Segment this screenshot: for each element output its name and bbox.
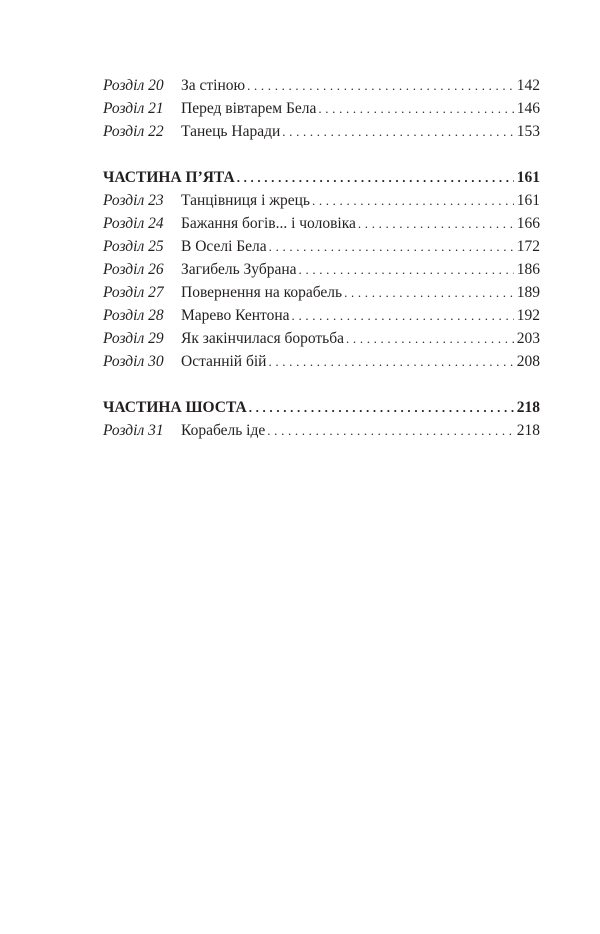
chapter-title: Як закінчилася боротьба xyxy=(181,330,345,347)
page-number: 172 xyxy=(516,238,540,255)
chapter-label: Розділ 22 xyxy=(103,123,164,140)
dot-leader xyxy=(247,74,514,97)
toc-entry[interactable] xyxy=(103,235,540,258)
chapter-label: Розділ 31 xyxy=(103,422,164,439)
toc-entry[interactable] xyxy=(103,327,540,350)
chapter-title: За стіною xyxy=(181,77,246,94)
dot-leader xyxy=(267,419,513,442)
chapter-label: Розділ 28 xyxy=(103,307,164,324)
toc-entry[interactable] xyxy=(103,304,540,327)
chapter-title: Бажання богів... і чоловіка xyxy=(181,215,356,232)
section-spacer xyxy=(103,143,540,166)
toc-entry[interactable] xyxy=(103,419,540,442)
chapter-title: Загибель Зубрана xyxy=(181,261,297,278)
chapter-label: Розділ 24 xyxy=(103,215,164,232)
chapter-label: Розділ 20 xyxy=(103,77,164,94)
chapter-label: Розділ 30 xyxy=(103,353,164,370)
part-title: ЧАСТИНА П’ЯТА xyxy=(103,169,235,186)
chapter-title: Марево Кентона xyxy=(181,307,290,324)
chapter-label: Розділ 25 xyxy=(103,238,164,255)
dot-leader xyxy=(358,212,514,235)
chapter-title: В Оселі Бела xyxy=(181,238,267,255)
chapter-label: Розділ 21 xyxy=(103,100,164,117)
chapter-label: Розділ 23 xyxy=(103,192,164,209)
toc-entry[interactable] xyxy=(103,350,540,373)
page-number: 161 xyxy=(516,192,540,209)
chapter-label: Розділ 27 xyxy=(103,284,164,301)
chapter-label: Розділ 29 xyxy=(103,330,164,347)
chapter-title: Танцівниця і жрець xyxy=(181,192,310,209)
chapter-title: Повернення на корабель xyxy=(181,284,343,301)
page-number: 192 xyxy=(516,307,540,324)
part-title: ЧАСТИНА ШОСТА xyxy=(103,399,247,416)
dot-leader xyxy=(299,258,514,281)
toc-entry[interactable] xyxy=(103,189,540,212)
toc-part-heading[interactable] xyxy=(103,396,540,419)
dot-leader xyxy=(312,189,514,212)
dot-leader xyxy=(249,396,514,419)
dot-leader xyxy=(269,235,514,258)
page-number: 146 xyxy=(516,100,540,117)
dot-leader xyxy=(318,97,513,120)
table-of-contents xyxy=(103,74,540,442)
page-number: 203 xyxy=(516,330,540,347)
page-number: 142 xyxy=(516,77,540,94)
page-number: 208 xyxy=(516,353,540,370)
dot-leader xyxy=(344,281,514,304)
chapter-label: Розділ 26 xyxy=(103,261,164,278)
page-number: 153 xyxy=(516,123,540,140)
chapter-title: Останній бій xyxy=(181,353,267,370)
chapter-title: Корабель іде xyxy=(181,422,266,439)
page-number: 186 xyxy=(516,261,540,278)
toc-entry[interactable] xyxy=(103,97,540,120)
toc-entry[interactable] xyxy=(103,74,540,97)
toc-entry[interactable] xyxy=(103,120,540,143)
chapter-title: Перед вівтарем Бела xyxy=(181,100,317,117)
dot-leader xyxy=(237,166,514,189)
chapter-title: Танець Наради xyxy=(181,123,281,140)
page-number: 166 xyxy=(516,215,540,232)
dot-leader xyxy=(268,350,513,373)
page-number: 189 xyxy=(516,284,540,301)
toc-entry[interactable] xyxy=(103,212,540,235)
page-number: 218 xyxy=(516,422,540,439)
dot-leader xyxy=(292,304,514,327)
toc-entry[interactable] xyxy=(103,258,540,281)
section-spacer xyxy=(103,373,540,396)
page-number: 218 xyxy=(516,399,540,416)
dot-leader xyxy=(346,327,514,350)
dot-leader xyxy=(282,120,513,143)
toc-entry[interactable] xyxy=(103,281,540,304)
page-number: 161 xyxy=(516,169,540,186)
toc-part-heading[interactable] xyxy=(103,166,540,189)
